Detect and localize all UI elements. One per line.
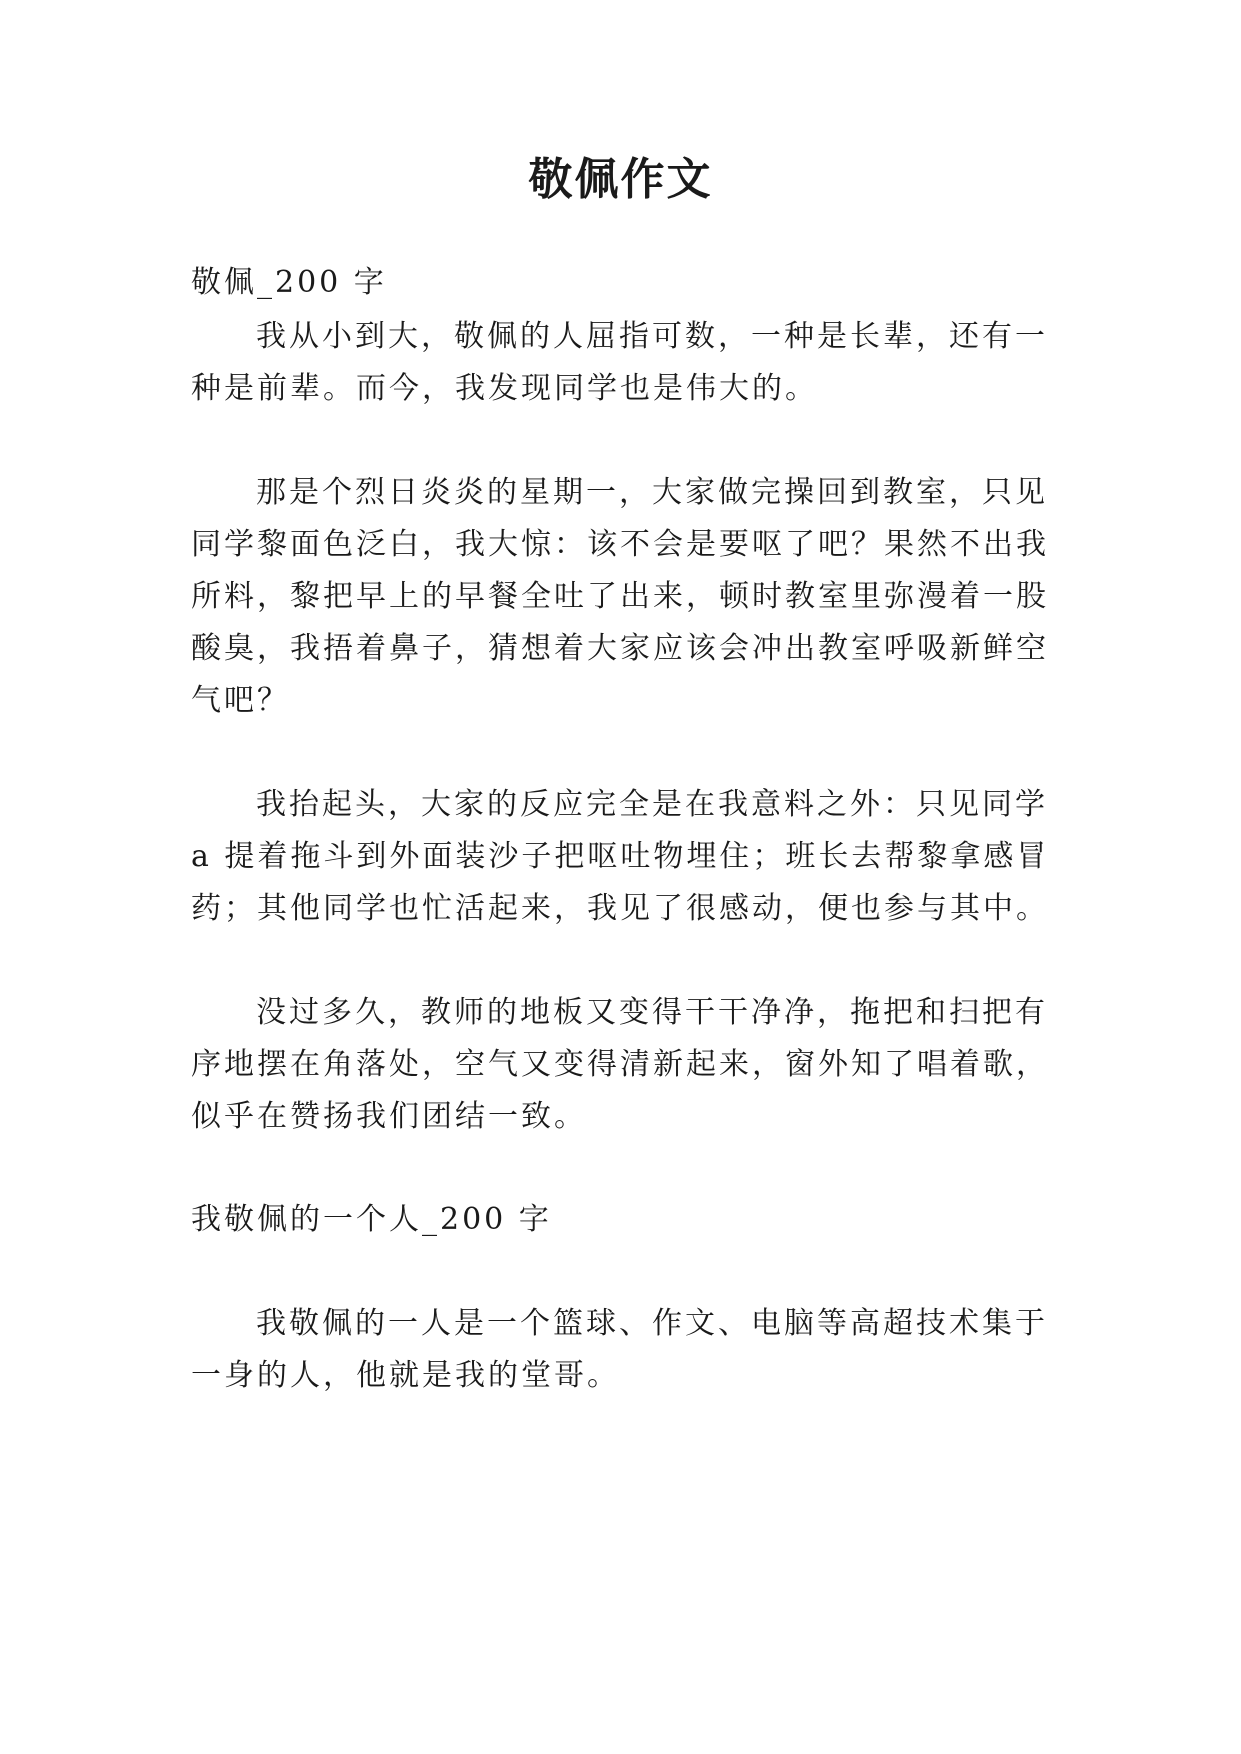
paragraph-line: 所料，黎把早上的早餐全吐了出来，顿时教室里弥漫着一股 <box>191 579 1049 614</box>
paragraph-line: 序地摆在角落处，空气又变得清新起来，窗外知了唱着歌， <box>191 1047 1049 1082</box>
paragraph-line: 没过多久，教师的地板又变得干干净净，拖把和扫把有 <box>256 995 1048 1030</box>
paragraph-line: 气吧？ <box>191 683 290 718</box>
paragraph-line: 酸臭，我捂着鼻子，猜想着大家应该会冲出教室呼吸新鲜空 <box>191 631 1049 666</box>
paragraph-line: 我抬起头，大家的反应完全是在我意料之外：只见同学 <box>256 787 1048 822</box>
section-heading: 敬佩_200 字 <box>191 265 387 300</box>
paragraph-line: 那是个烈日炎炎的星期一，大家做完操回到教室，只见 <box>256 475 1048 510</box>
paragraph-line: 种是前辈。而今，我发现同学也是伟大的。 <box>191 371 818 406</box>
paragraph-line: 一身的人，他就是我的堂哥。 <box>191 1358 620 1393</box>
paragraph-line: a 提着拖斗到外面装沙子把呕吐物埋住；班长去帮黎拿感冒 <box>191 839 1050 874</box>
section-heading: 我敬佩的一个人_200 字 <box>191 1202 552 1237</box>
paragraph-line: 药；其他同学也忙活起来，我见了很感动，便也参与其中。 <box>191 891 1049 926</box>
paragraph-line: 我敬佩的一人是一个篮球、作文、电脑等高超技术集于 <box>256 1306 1048 1341</box>
paragraph-line: 似乎在赞扬我们团结一致。 <box>191 1099 587 1134</box>
paragraph-line: 我从小到大，敬佩的人屈指可数，一种是长辈，还有一 <box>256 319 1048 354</box>
document-title: 敬佩作文 <box>528 154 713 205</box>
paragraph-line: 同学黎面色泛白，我大惊：该不会是要呕了吧？果然不出我 <box>191 527 1049 562</box>
